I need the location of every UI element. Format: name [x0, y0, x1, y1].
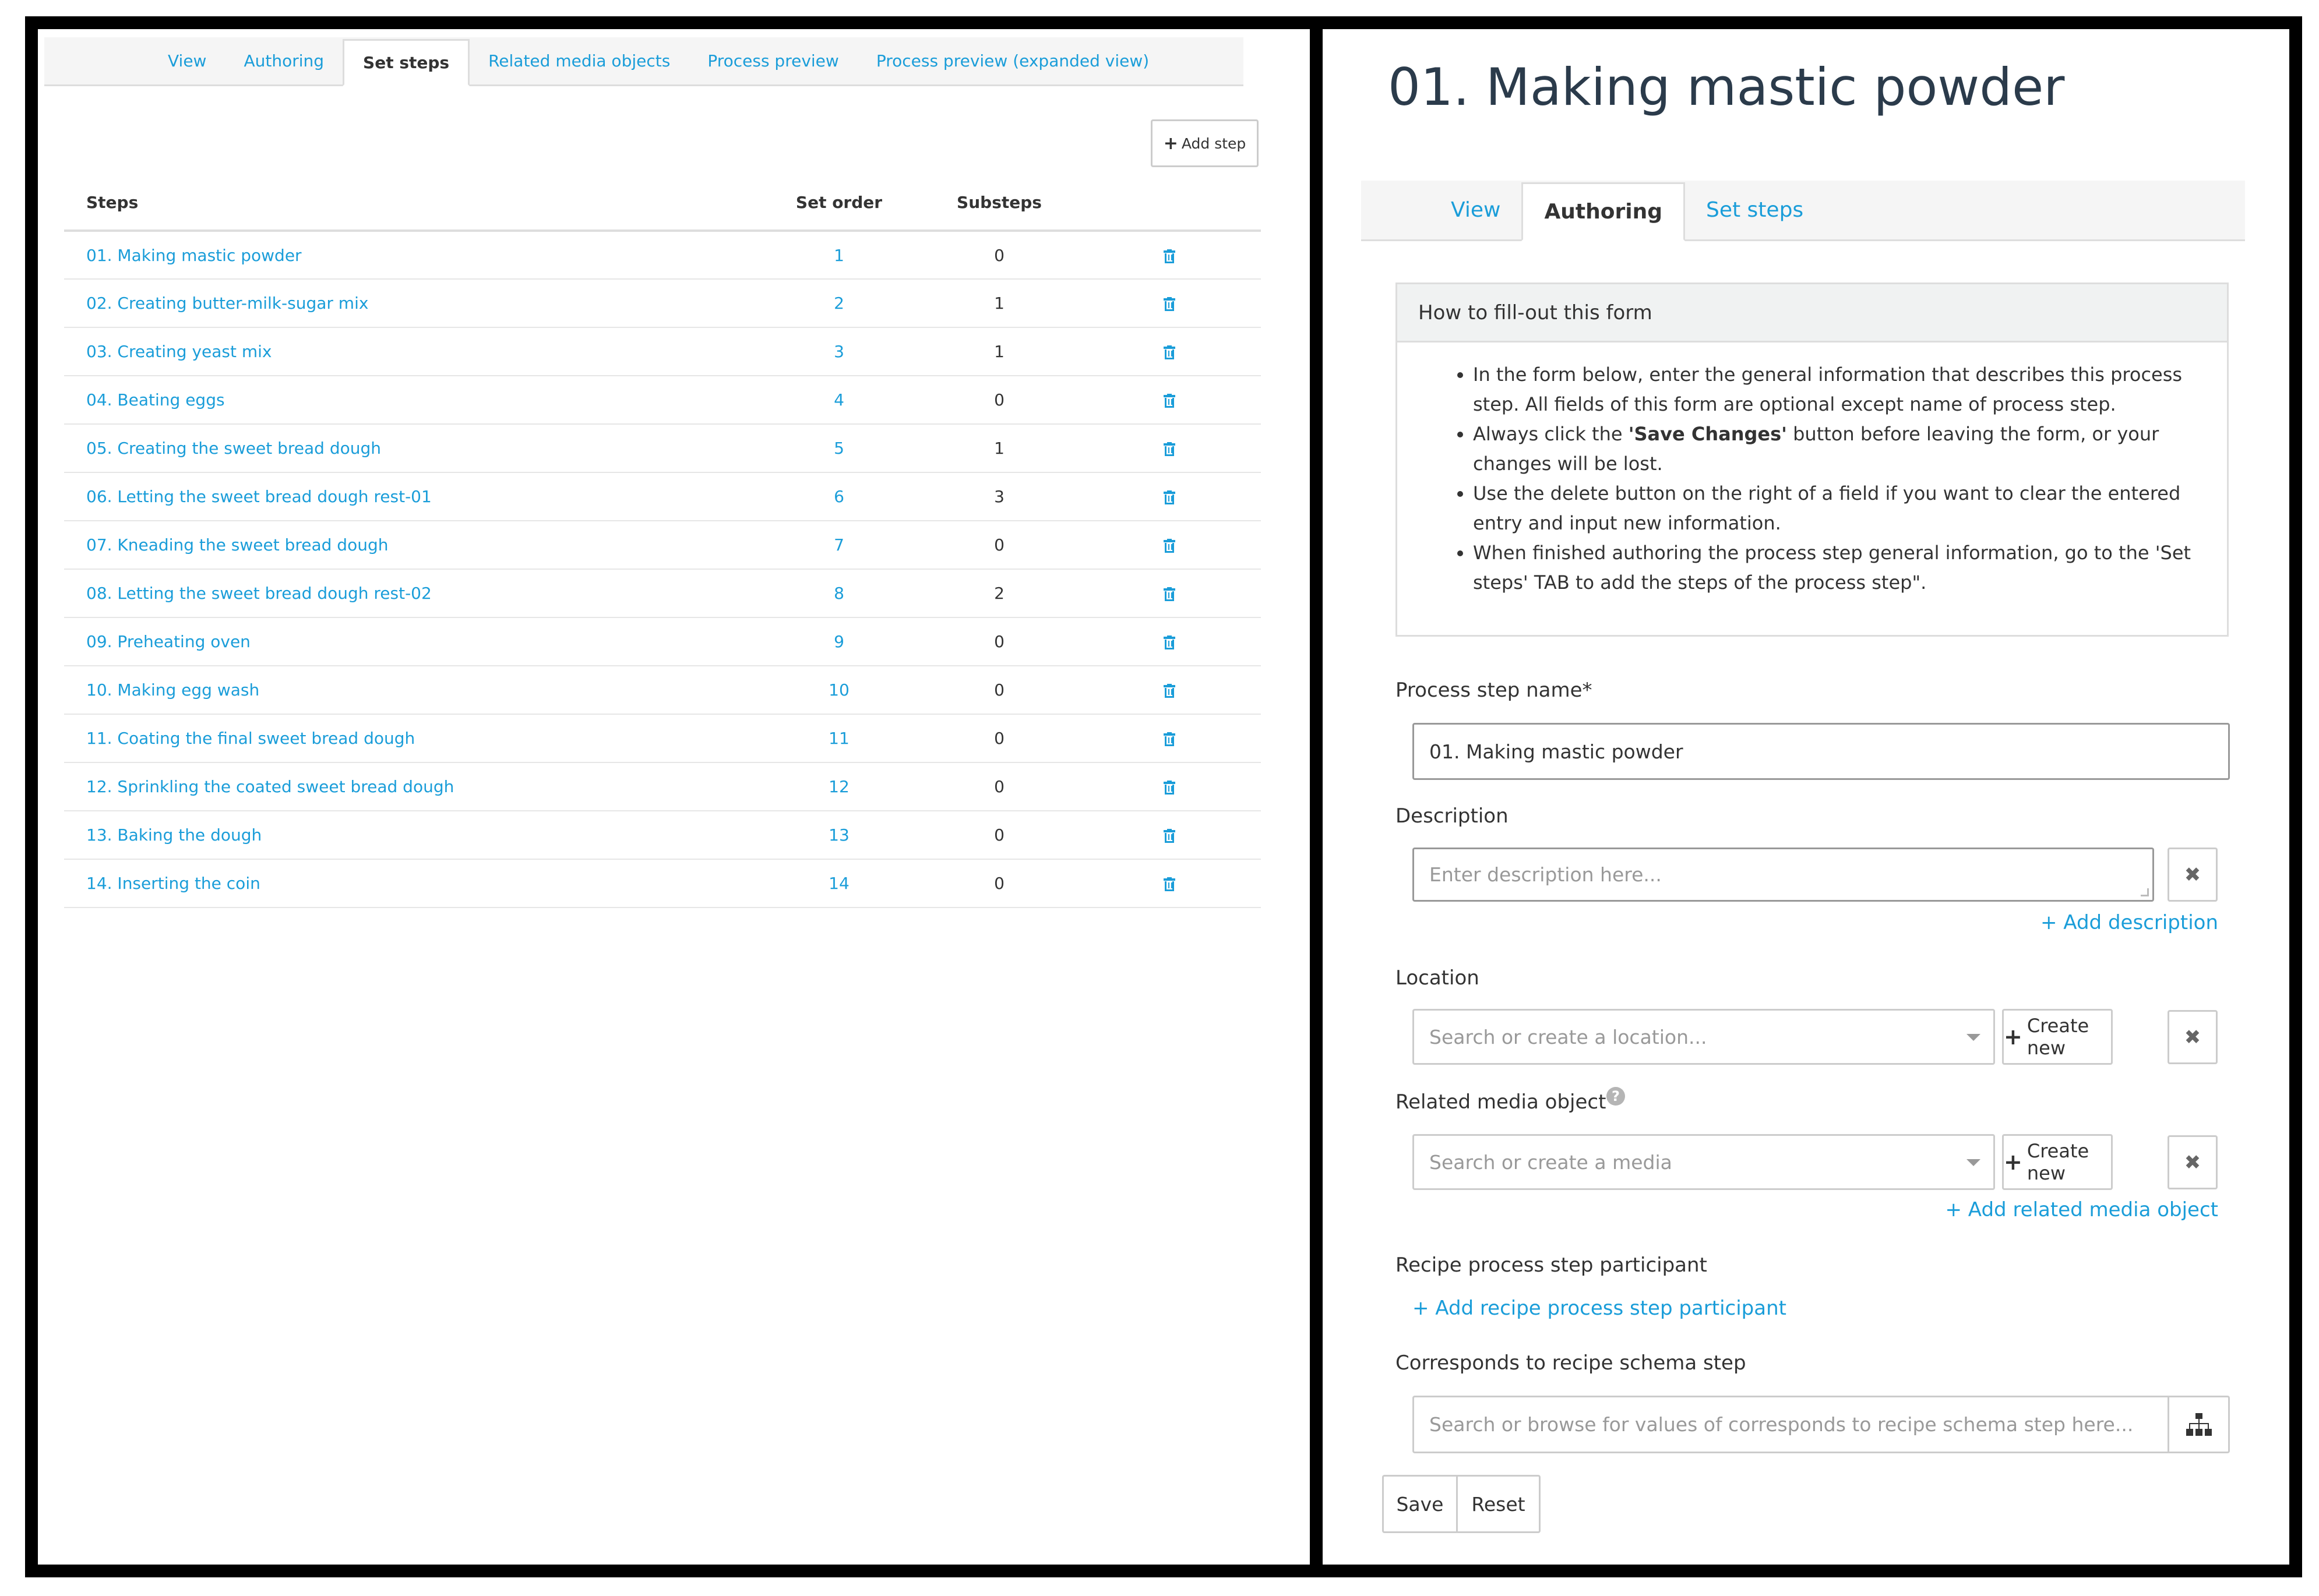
step-name-link[interactable]: 07. Kneading the sweet bread dough: [86, 535, 389, 555]
schema-step-field: [1412, 1396, 2230, 1453]
media-select[interactable]: [1412, 1134, 1995, 1190]
step-name-link[interactable]: 09. Preheating oven: [86, 632, 251, 651]
help-item: • In the form below, enter the general information that describes this process step. All fields of this form are optional except name of process step.: [1473, 360, 2204, 419]
trash-icon[interactable]: [1164, 732, 1175, 746]
substeps-count: 1: [921, 279, 1078, 327]
tab-view[interactable]: View: [168, 51, 207, 70]
trash-icon[interactable]: [1164, 442, 1175, 456]
actions-column-header: [1078, 175, 1261, 231]
step-order-link[interactable]: 4: [834, 390, 844, 409]
tab-set-steps[interactable]: Set steps: [343, 39, 470, 86]
table-row: [64, 762, 1261, 811]
step-name-link[interactable]: 04. Beating eggs: [86, 390, 225, 409]
substeps-count: 1: [921, 424, 1078, 472]
plus-icon: +: [2004, 1149, 2022, 1175]
authoring-panel: [1310, 16, 2302, 1577]
help-item: • When finished authoring the process step general information, go to the 'Set steps' TAB to add the steps of the process step".: [1473, 538, 2204, 598]
substeps-count: 0: [921, 666, 1078, 714]
table-row: [64, 714, 1261, 762]
step-name-link[interactable]: 13. Baking the dough: [86, 825, 262, 845]
table-row: [64, 376, 1261, 424]
clear-media-button[interactable]: [2168, 1135, 2218, 1189]
step-name-link[interactable]: 14. Inserting the coin: [86, 874, 260, 893]
help-list: [1397, 342, 2227, 598]
help-title: How to fill-out this form: [1397, 284, 2227, 342]
trash-icon[interactable]: [1164, 297, 1175, 311]
table-row: [64, 811, 1261, 859]
question-mark-icon[interactable]: ?: [1606, 1087, 1625, 1106]
table-row: [64, 859, 1261, 908]
step-name-link[interactable]: 03. Creating yeast mix: [86, 342, 272, 361]
step-order-link[interactable]: 1: [834, 245, 844, 265]
browse-hierarchy-button[interactable]: [2168, 1397, 2228, 1452]
table-row: [64, 424, 1261, 472]
location-placeholder: Search or create a location...: [1429, 1025, 1707, 1048]
participant-label: Recipe process step participant: [1395, 1254, 1707, 1277]
step-order-link[interactable]: 12: [829, 777, 850, 796]
table-row: [64, 231, 1261, 279]
process-step-name-value: 01. Making mastic powder: [1429, 740, 1683, 763]
sitemap-icon: [2186, 1413, 2212, 1436]
add-step-label: Add step: [1181, 135, 1246, 152]
substeps-count: 0: [921, 714, 1078, 762]
help-text: button before leaving the form, or your changes will be lost.: [1473, 423, 2159, 475]
create-new-media-button[interactable]: [2002, 1134, 2113, 1190]
add-related-media-object-link[interactable]: + Add related media object: [1945, 1198, 2218, 1221]
tab-authoring[interactable]: Authoring: [244, 51, 325, 70]
tab-process-preview[interactable]: Process preview: [707, 51, 839, 70]
close-icon: ✖: [2184, 1025, 2201, 1049]
trash-icon[interactable]: [1164, 635, 1175, 649]
step-order-link[interactable]: 2: [834, 294, 844, 313]
step-order-link[interactable]: 3: [834, 342, 844, 361]
left-tab-bar: [44, 37, 1243, 86]
trash-icon[interactable]: [1164, 877, 1175, 891]
description-input[interactable]: [1412, 848, 2154, 902]
step-name-link[interactable]: 01. Making mastic powder: [86, 245, 302, 265]
resize-handle-icon[interactable]: [2141, 888, 2149, 896]
media-placeholder: Search or create a media: [1429, 1150, 1672, 1174]
table-row: [64, 617, 1261, 666]
trash-icon[interactable]: [1164, 587, 1175, 601]
substeps-count: 3: [921, 472, 1078, 521]
create-new-location-button[interactable]: [2002, 1009, 2113, 1065]
clear-location-button[interactable]: [2168, 1010, 2218, 1064]
chevron-down-icon[interactable]: [1966, 1034, 1980, 1041]
create-new-label: Create new: [2027, 1140, 2089, 1184]
location-select[interactable]: [1412, 1009, 1995, 1065]
chevron-down-icon[interactable]: [1966, 1159, 1980, 1166]
help-emphasis: 'Save Changes': [1628, 423, 1787, 445]
plus-icon: +: [1163, 133, 1178, 154]
reset-button[interactable]: Reset: [1456, 1475, 1541, 1533]
step-name-link[interactable]: 08. Letting the sweet bread dough rest-02: [86, 584, 432, 603]
help-item: [1473, 419, 2204, 479]
step-name-link[interactable]: 10. Making egg wash: [86, 680, 260, 700]
substeps-count: 0: [921, 859, 1078, 908]
substeps-count: 0: [921, 617, 1078, 666]
table-header-row: [64, 175, 1261, 231]
table-row: [64, 521, 1261, 569]
step-order-link[interactable]: 10: [829, 680, 850, 700]
step-order-link[interactable]: 9: [834, 632, 844, 651]
table-row: [64, 279, 1261, 327]
description-label: Description: [1395, 804, 1509, 828]
trash-icon[interactable]: [1164, 684, 1175, 698]
close-icon: ✖: [2184, 863, 2201, 887]
step-name-link[interactable]: 11. Coating the final sweet bread dough: [86, 729, 415, 748]
trash-icon[interactable]: [1164, 394, 1175, 408]
substeps-count: 1: [921, 327, 1078, 376]
table-row: [64, 569, 1261, 617]
tab-set-steps[interactable]: Set steps: [1706, 198, 1804, 222]
tab-view[interactable]: View: [1451, 198, 1501, 222]
trash-icon[interactable]: [1164, 249, 1175, 263]
schema-step-placeholder: Search or browse for values of corresponds to recipe schema step here...: [1429, 1413, 2134, 1436]
substeps-column-header: Substeps: [921, 175, 1078, 231]
step-order-link[interactable]: 8: [834, 584, 844, 603]
substeps-count: 0: [921, 376, 1078, 424]
process-step-name-label: Process step name*: [1395, 679, 1592, 702]
substeps-count: 2: [921, 569, 1078, 617]
step-name-link[interactable]: 02. Creating butter-milk-sugar mix: [86, 294, 369, 313]
table-row: [64, 666, 1261, 714]
trash-icon[interactable]: [1164, 829, 1175, 843]
schema-step-input[interactable]: [1414, 1397, 2168, 1452]
trash-icon[interactable]: [1164, 490, 1175, 504]
tab-related-media-objects[interactable]: Related media objects: [488, 51, 671, 70]
step-order-link[interactable]: 7: [834, 535, 844, 555]
step-order-link[interactable]: 13: [829, 825, 850, 845]
step-order-link[interactable]: 6: [834, 487, 844, 506]
save-button[interactable]: Save: [1382, 1475, 1458, 1533]
tab-process-preview-expanded[interactable]: Process preview (expanded view): [876, 51, 1150, 70]
trash-icon[interactable]: [1164, 781, 1175, 795]
table-row: [64, 472, 1261, 521]
substeps-count: 0: [921, 231, 1078, 279]
step-order-link[interactable]: 14: [829, 874, 850, 893]
trash-icon[interactable]: [1164, 345, 1175, 359]
trash-icon[interactable]: [1164, 539, 1175, 553]
help-text: Always click the: [1473, 423, 1629, 445]
plus-icon: +: [2004, 1024, 2022, 1050]
substeps-count: 0: [921, 762, 1078, 811]
step-name-link[interactable]: 06. Letting the sweet bread dough rest-01: [86, 487, 432, 506]
related-media-object-label: Related media object: [1395, 1090, 1606, 1114]
step-name-link[interactable]: 12. Sprinkling the coated sweet bread dough: [86, 777, 454, 796]
right-tab-bar: [1361, 181, 2245, 241]
help-box: [1395, 283, 2229, 637]
process-step-name-input[interactable]: [1412, 723, 2230, 780]
steps-column-header: Steps: [64, 175, 757, 231]
step-order-link[interactable]: 5: [834, 439, 844, 458]
create-new-label: Create new: [2027, 1015, 2089, 1059]
step-order-link[interactable]: 11: [829, 729, 850, 748]
set-order-column-header: Set order: [757, 175, 921, 231]
add-step-button[interactable]: [1151, 119, 1259, 167]
substeps-count: 0: [921, 811, 1078, 859]
step-name-link[interactable]: 05. Creating the sweet bread dough: [86, 439, 382, 458]
page-title: 01. Making mastic powder: [1388, 57, 2065, 117]
description-placeholder: Enter description here...: [1429, 863, 1662, 886]
close-icon: ✖: [2184, 1150, 2201, 1174]
clear-description-button[interactable]: [2168, 848, 2218, 902]
location-label: Location: [1395, 966, 1479, 990]
steps-table: [64, 175, 1261, 908]
add-participant-link[interactable]: + Add recipe process step participant: [1412, 1297, 1786, 1320]
tab-authoring[interactable]: Authoring: [1521, 182, 1685, 241]
add-description-link[interactable]: + Add description: [2040, 911, 2218, 934]
substeps-count: 0: [921, 521, 1078, 569]
schema-step-label: Corresponds to recipe schema step: [1395, 1351, 1746, 1375]
help-item: • Use the delete button on the right of a field if you want to clear the entered entry and input new information.: [1473, 479, 2204, 538]
table-row: [64, 327, 1261, 376]
